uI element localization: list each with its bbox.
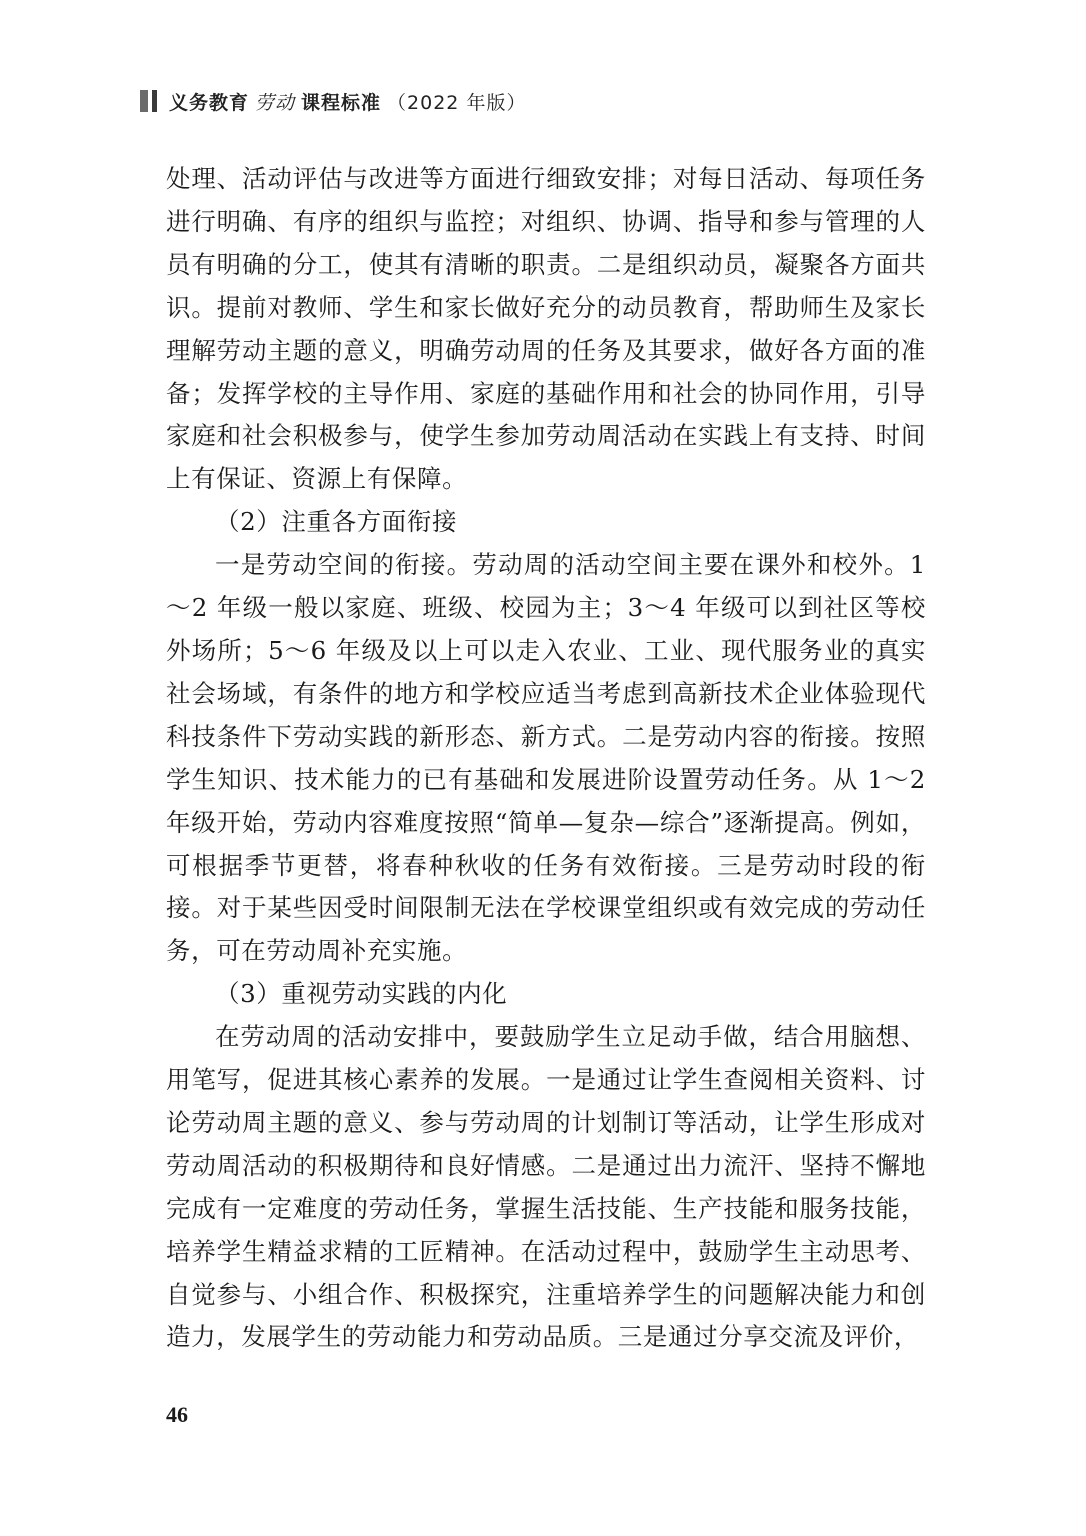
header-bars-icon [140,90,157,112]
header-title [169,88,526,115]
header-subject: 劳动 [255,91,296,114]
header-book: 义务教育 [169,91,250,114]
section-heading-3: （3）重视劳动实践的内化 [215,979,508,1009]
paragraph-articulation: 一是劳动空间的衔接。劳动周的活动空间主要在课外和校外。1～2 年级一般以家庭、班级、校园为主；3～4 年级可以到社区等校外场所；5～6 年级及以上可以走入农业、工业、现代服务业的真实社会场域，有条件的地方和学校应适当考虑到高新技术企业体验现代科技条件下劳动实践的新形态、新方式。二是劳动内容的衔接。按照学生知识、技术能力的已有基础和发展进阶设置劳动任务。从 1～2 年级开始，劳动内容难度按照“简单—复杂—综合”逐渐提高。例如，可根据季节更替，将春种秋收的任务有效衔接。三是劳动时段的衔接。对于某些因受时间限制无法在学校课堂组织或有效完成的劳动任务，可在劳动周补充实施。 [166,550,926,966]
body-text [166,158,926,1359]
header-standard: 课程标准 [301,91,382,114]
paragraph-continued: 处理、活动评估与改进等方面进行细致安排；对每日活动、每项任务进行明确、有序的组织与监控；对组织、协调、指导和参与管理的人员有明确的分工，使其有清晰的职责。二是组织动员，凝聚各方面共识。提前对教师、学生和家长做好充分的动员教育，帮助师生及家长理解劳动主题的意义，明确劳动周的任务及其要求，做好各方面的准备；发挥学校的主导作用、家庭的基础作用和社会的协同作用，引导家庭和社会积极参与，使学生参加劳动周活动在实践上有支持、时间上有保证、资源上有保障。 [166,164,926,494]
header-edition: （2022 年版） [387,91,527,114]
running-header [140,88,526,114]
header-bar-narrow [152,90,157,112]
header-bar-wide [140,90,148,112]
section-heading-2: （2）注重各方面衔接 [215,507,458,537]
page-number: 46 [166,1402,188,1427]
paragraph-internalization: 在劳动周的活动安排中，要鼓励学生立足动手做，结合用脑想、用笔写，促进其核心素养的发展。一是通过让学生查阅相关资料、讨论劳动周主题的意义、参与劳动周的计划制订等活动，让学生形成对劳动周活动的积极期待和良好情感。二是通过出力流汗、坚持不懈地完成有一定难度的劳动任务，掌握生活技能、生产技能和服务技能，培养学生精益求精的工匠精神。在活动过程中，鼓励学生主动思考、自觉参与、小组合作、积极探究，注重培养学生的问题解决能力和创造力，发展学生的劳动能力和劳动品质。三是通过分享交流及评价， [166,1022,926,1352]
